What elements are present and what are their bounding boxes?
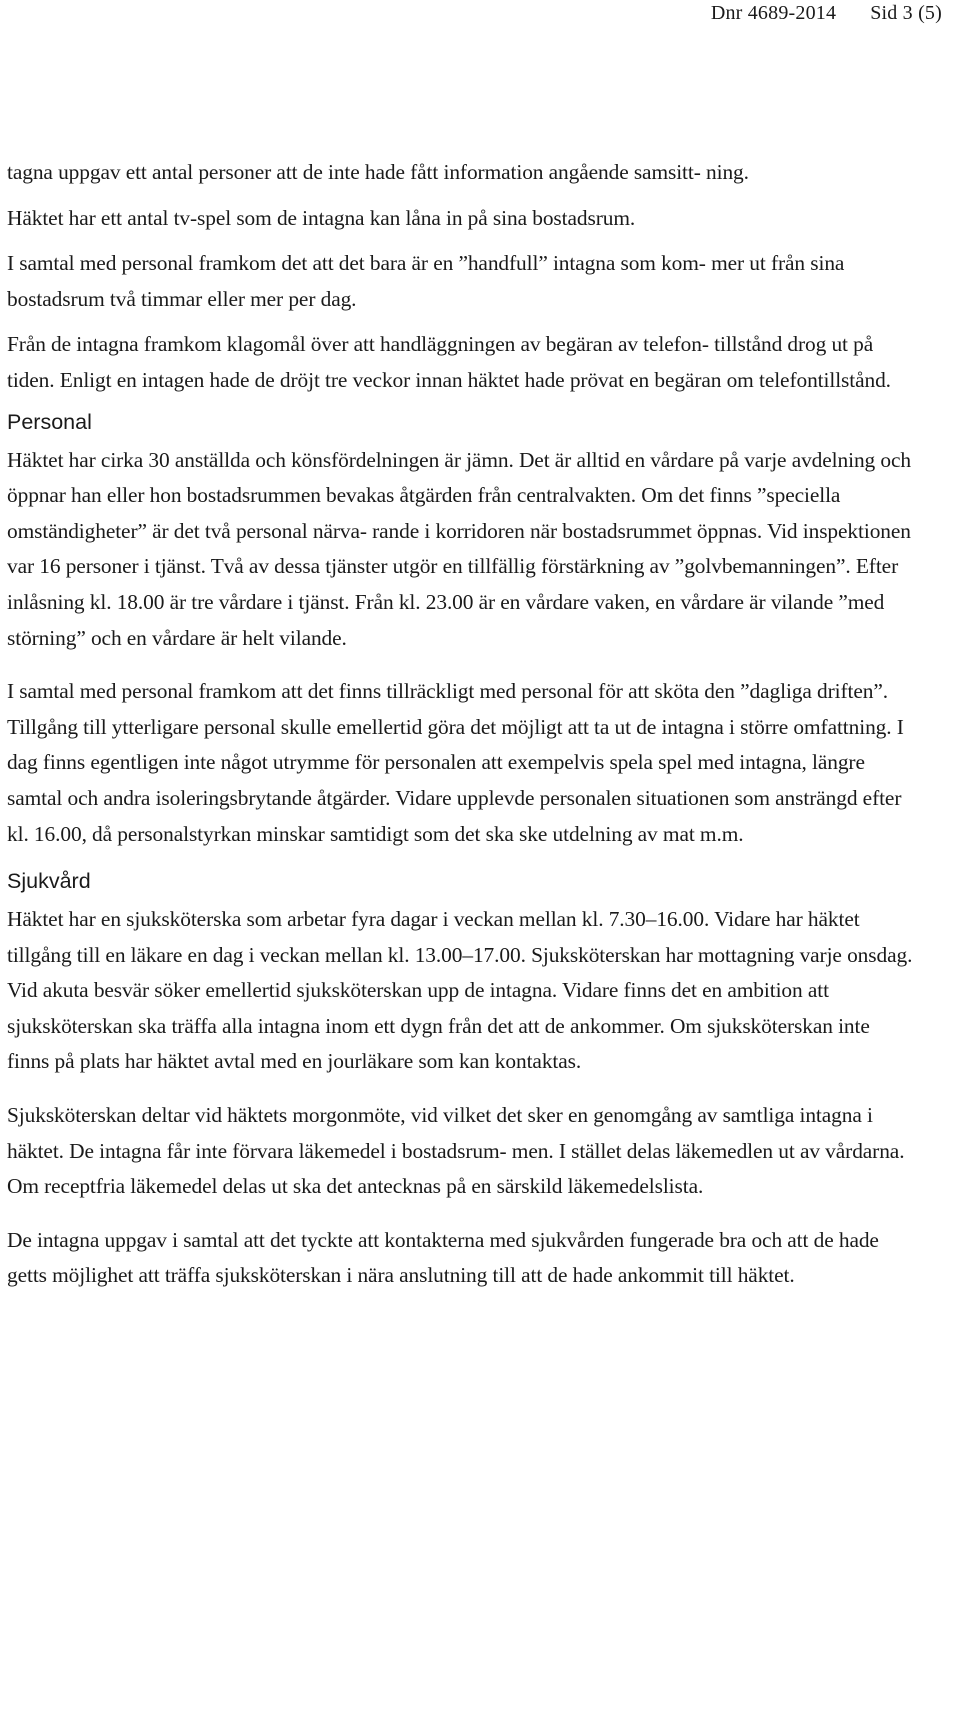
paragraph-lakemedel: Sjuksköterskan deltar vid häktets morgonmöte, vid vilket det sker en genomgång av samtliga intagna i häktet. De intagna får inte förvara läkemedel i bostadsrum- men. I stället delas läkemedlen ut av vårdarna. Om receptfria läkemedel delas ut ska det antecknas på en särskild läkemedelslista. xyxy=(7,1103,905,1199)
page-number: Sid 3 (5) xyxy=(870,2,942,24)
paragraph-intagna-sjukvard: De intagna uppgav i samtal att det tyckte att kontakterna med sjukvården fungerade bra och att de hade getts möjlighet att träffa sjuksköterskan i nära anslutning till att de hade ankommit till häktet. xyxy=(7,1227,879,1288)
paragraph-sjukskoterska: Häktet har en sjuksköterska som arbetar fyra dagar i veckan mellan kl. 7.30–16.00. Vidare har häktet tillgång till en läkare en dag i veckan mellan kl. 13.00–17.00. Sjuksköterskan har mottagning varje onsdag. Vid akuta besvär söker emellertid sjuksköterskan upp de intagna. Vidare finns det en ambition att sjuksköterskan ska träffa alla intagna inom ett dygn från det att de ankommer. Om sjuksköterskan inte finns på plats har häktet avtal med en jourläkare som kan kontaktas. xyxy=(7,907,913,1074)
heading-personal: Personal xyxy=(7,409,92,434)
document-number: Dnr 4689-2014 xyxy=(710,2,837,24)
page-header xyxy=(711,2,942,25)
paragraph-personal-staffing: Häktet har cirka 30 anställda och könsfördelningen är jämn. Det är alltid en vårdare på varje avdelning och öppnar han eller hon bostadsrummen bevakas åtgärden från centralvakten. Om det finns ”speciella omständigheter” är det två personal närva- rande i korridoren när bostadsrummet öppnas. Vid inspektionen var 16 personer i tjänst. Två av dessa tjänster utgör en tillfällig förstärkning av ”golvbemanningen”. Efter inlåsning kl. 18.00 är tre vårdare i tjänst. Från kl. 23.00 är en vårdare vaken, en vårdare är vilande ”med störning” och en vårdare är helt vilande. xyxy=(7,447,911,650)
paragraph-personal-interview: I samtal med personal framkom att det finns tillräckligt med personal för att sköta den ”dagliga driften”. Tillgång till ytterligare personal skulle emellertid göra det möjligt att ta ut de intagna i större omfattning. I dag finns egentligen inte något utrymme för personalen att exempelvis spela spel med intagna, längre samtal och andra isoleringsbrytande åtgärder. Vidare upplevde personalen situationen som ansträngd efter kl. 16.00, då personalstyrkan minskar samtidigt som det ska ske utdelning av mat m.m. xyxy=(7,679,904,846)
paragraph-tv-spel: Häktet har ett antal tv-spel som de intagna kan låna in på sina bostadsrum. xyxy=(7,205,636,230)
paragraph-samsittning: tagna uppgav ett antal personer att de inte hade fått information angående samsitt- ning. xyxy=(7,160,749,184)
document-body xyxy=(7,155,917,1294)
paragraph-telefontillstand: Från de intagna framkom klagomål över att handläggningen av begäran av telefon- tillstånd drog ut på tiden. Enligt en intagen hade de dröjt tre veckor innan häktet hade prövat en begäran om telefontillstånd. xyxy=(7,332,891,392)
paragraph-handfull: I samtal med personal framkom det att det bara är en ”handfull” intagna som kom- mer ut från sina bostadsrum två timmar eller mer per dag. xyxy=(7,251,845,311)
heading-sjukvard: Sjukvård xyxy=(7,869,91,894)
